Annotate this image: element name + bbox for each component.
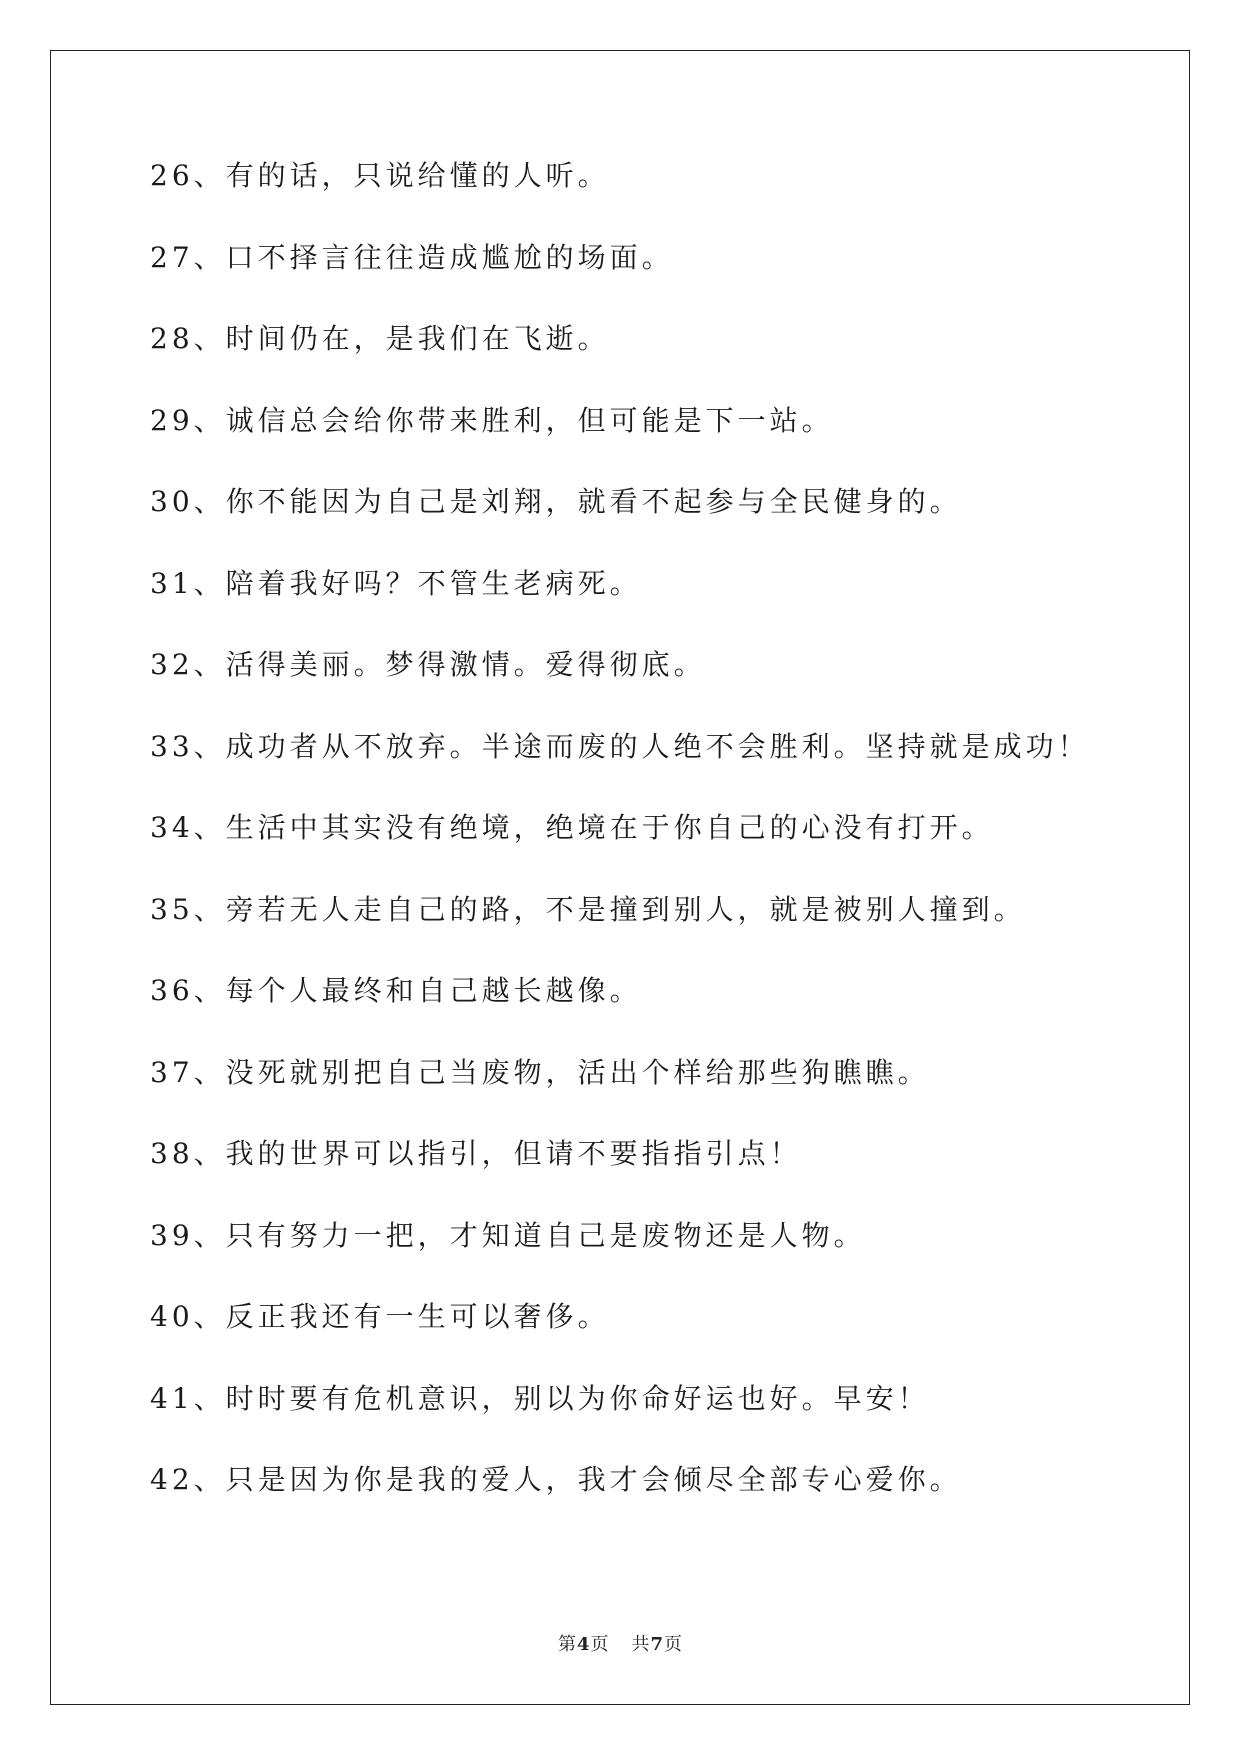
quote-item: 28、时间仍在，是我们在飞逝。 [150,322,610,355]
quote-item: 36、每个人最终和自己越长越像。 [150,974,642,1007]
quote-item: 30、你不能因为自己是刘翔，就看不起参与全民健身的。 [150,485,962,518]
quote-item: 33、成功者从不放弃。半途而废的人绝不会胜利。坚持就是成功！ [150,729,1090,763]
quote-item: 35、旁若无人走自己的路，不是撞到别人，就是被别人撞到。 [150,892,1026,926]
current-page-number: 4 [576,1634,591,1655]
quote-item: 41、时时要有危机意识，别以为你命好运也好。早安！ [150,1381,930,1415]
quote-item: 26、有的话，只说给懂的人听。 [150,159,610,192]
quote-list [150,160,1110,1546]
footer-page-suffix: 页 [590,1634,610,1655]
footer-total-suffix: 页 [664,1634,684,1655]
quote-item: 39、只有努力一把，才知道自己是废物还是人物。 [150,1218,866,1252]
quote-item: 31、陪着我好吗？不管生老病死。 [150,566,642,600]
total-pages-number: 7 [650,1634,665,1655]
quote-item: 34、生活中其实没有绝境，绝境在于你自己的心没有打开。 [150,811,994,844]
quote-item: 32、活得美丽。梦得激情。爱得彻底。 [150,648,706,681]
footer-prefix: 第 [557,1634,577,1655]
quote-item: 27、口不择言往往造成尴尬的场面。 [150,240,674,274]
footer-total-prefix: 共 [631,1634,651,1655]
quote-item: 42、只是因为你是我的爱人，我才会倾尽全部专心爱你。 [150,1463,962,1496]
quote-item: 40、反正我还有一生可以奢侈。 [150,1300,610,1333]
quote-item: 38、我的世界可以指引，但请不要指指引点！ [150,1137,802,1170]
quote-item: 29、诚信总会给你带来胜利，但可能是下一站。 [150,403,834,437]
page-footer [0,1630,1241,1656]
quote-item: 37、没死就别把自己当废物，活出个样给那些狗瞧瞧。 [150,1055,930,1089]
